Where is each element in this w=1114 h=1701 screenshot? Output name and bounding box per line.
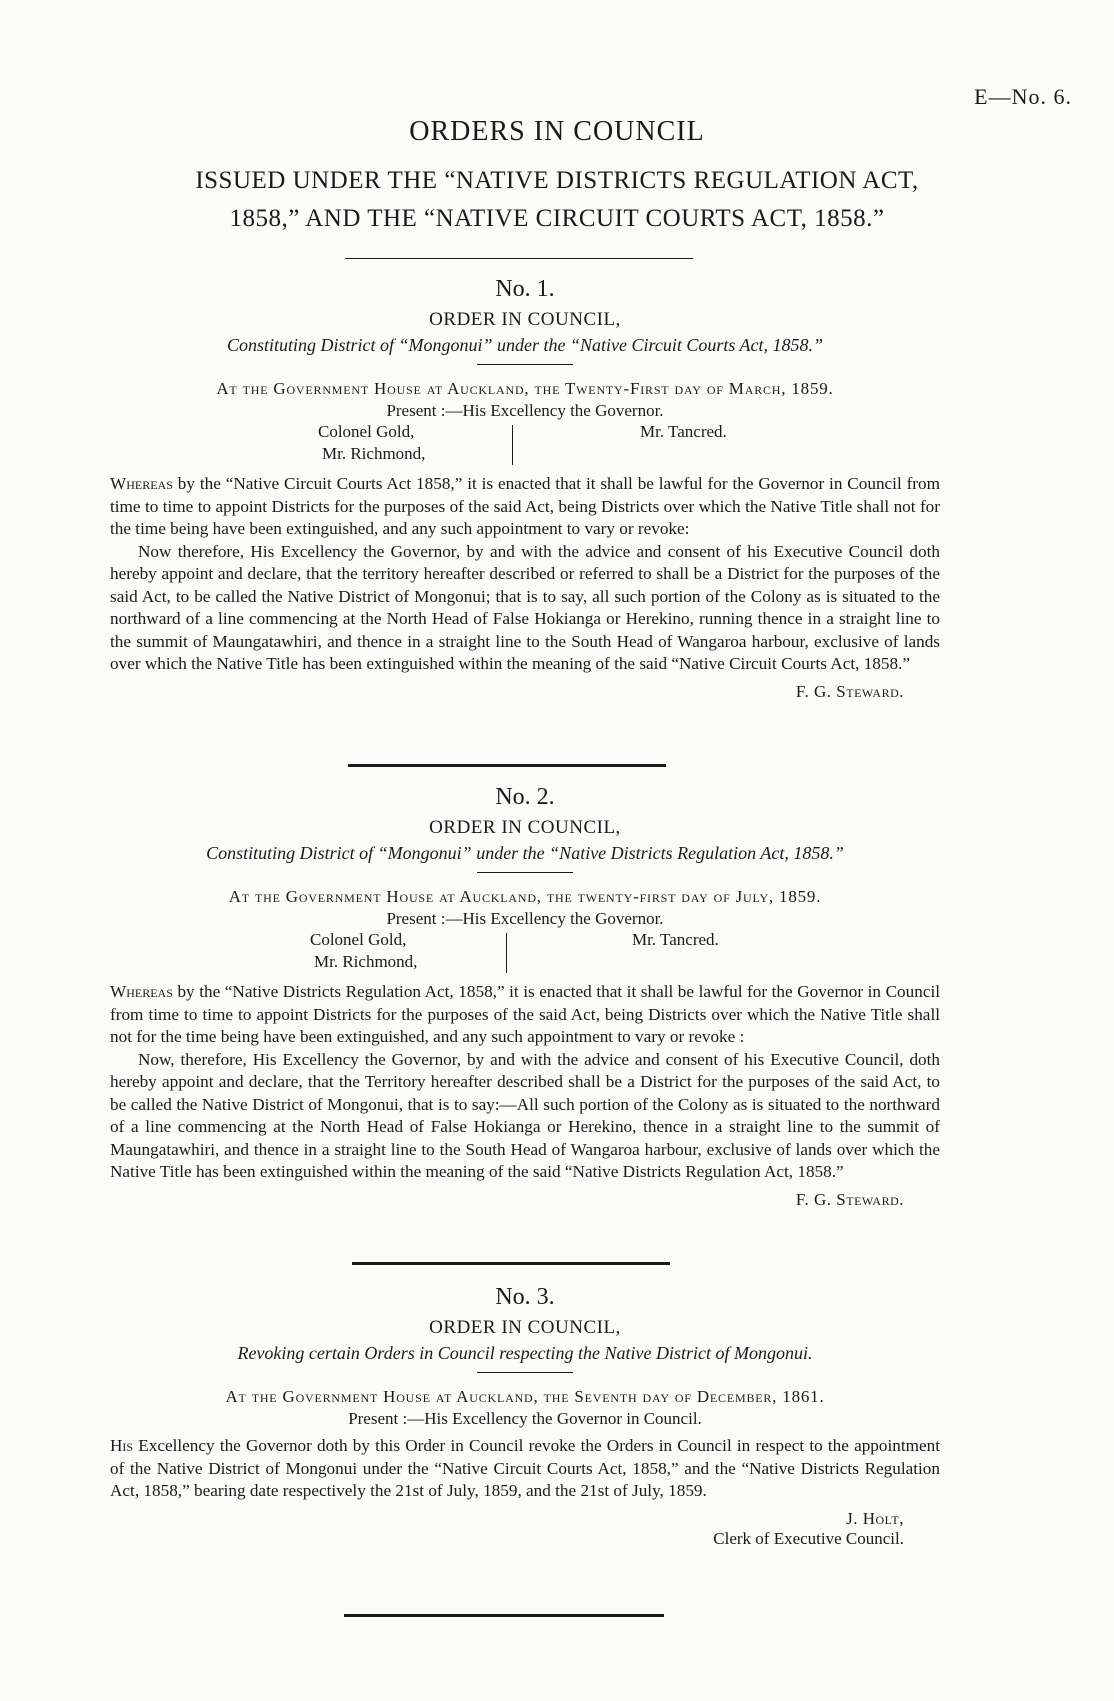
order-signature: F. G. Steward.	[795, 1189, 904, 1209]
order-1	[110, 276, 940, 702]
paragraph-text: by the “Native Districts Regulation Act, 1858,” it is enacted that it shall be lawful for the Governor in Council from time to time to appoint Districts for the purposes of the said Act, being Districts over which the Native Title shall not for the time being have been extinguished, and any such appointment to vary or revoke :	[110, 982, 940, 1046]
section-divider	[352, 1262, 670, 1265]
section-divider	[348, 764, 666, 767]
lead-word: Whereas	[110, 982, 173, 1001]
order-description: Revoking certain Orders in Council respecting the Native District of Mongonui.	[237, 1343, 813, 1363]
order-heading: ORDER IN COUNCIL,	[429, 817, 621, 838]
subtitle-line-1: ISSUED UNDER THE “NATIVE DISTRICTS REGULATION ACT,	[195, 167, 919, 194]
member-name: Mr. Richmond,	[314, 952, 418, 971]
order-signature: F. G. Steward.	[795, 681, 904, 701]
order-present: Present :—His Excellency the Governor in Council.	[348, 1409, 702, 1428]
members-left	[318, 421, 425, 465]
order-signature-title: Clerk of Executive Council.	[713, 1528, 904, 1548]
order-paragraph	[110, 473, 940, 541]
members-divider	[512, 425, 513, 465]
section-divider	[344, 1614, 664, 1617]
member-name: Colonel Gold,	[310, 930, 407, 949]
member-name: Mr. Tancred.	[632, 930, 719, 949]
lead-word: Whereas	[110, 474, 173, 493]
council-members	[110, 421, 940, 467]
order-heading: ORDER IN COUNCIL,	[429, 1317, 621, 1338]
member-name: Mr. Richmond,	[322, 444, 426, 463]
page-title: ORDERS IN COUNCIL	[409, 116, 705, 147]
order-heading: ORDER IN COUNCIL,	[429, 309, 621, 330]
member-name: Mr. Tancred.	[640, 422, 727, 441]
council-members	[110, 929, 940, 975]
order-present: Present :—His Excellency the Governor.	[386, 401, 664, 420]
members-divider	[506, 933, 507, 973]
order-paragraph	[110, 1435, 940, 1503]
subtitle-line-2: 1858,” AND THE “NATIVE CIRCUIT COURTS ACT, 1858.”	[229, 205, 885, 232]
order-place-date: At the Government House at Auckland, the Seventh day of December, 1861.	[225, 1387, 825, 1406]
document-reference: E—No. 6.	[974, 84, 1072, 109]
order-description: Constituting District of “Mongonui” under the “Native Districts Regulation Act, 1858.”	[206, 843, 844, 863]
members-left	[310, 929, 417, 973]
order-signature: J. Holt,	[846, 1508, 904, 1528]
paragraph-text: Excellency the Governor doth by this Order in Council revoke the Orders in Council in respect to the appointment of the Native District of Mongonui under the “Native Circuit Courts Act, 1858,” and the “Native Districts Regulation Act, 1858,” bearing date respectively the 21st of July, 1859, and the 21st of July, 1859.	[110, 1436, 940, 1500]
order-number: No. 2.	[495, 784, 555, 810]
member-name: Colonel Gold,	[318, 422, 415, 441]
order-divider	[477, 872, 573, 873]
order-place-date: At the Government House at Auckland, the Twenty-First day of March, 1859.	[216, 379, 834, 398]
order-divider	[477, 1372, 573, 1373]
order-2	[110, 784, 940, 1210]
paragraph-text: by the “Native Circuit Courts Act 1858,” it is enacted that it shall be lawful for the Governor in Council from time to time to appoint Districts for the purposes of the said Act, being Districts over which the Native Title shall not for the time being have been extinguished, and any such appointment to vary or revoke:	[110, 474, 940, 538]
order-paragraph: Now therefore, His Excellency the Governor, by and with the advice and consent of his Executive Council doth hereby appoint and declare, that the territory hereafter described or referred to shall be a District for the purposes of the said Act, to be called the Native District of Mongonui; that is to say, all such portion of the Colony as is situated to the northward of a line commencing at the North Head of False Hokianga or Herekino, running thence in a straight line to the summit of Maungatawhiri, and thence in a straight line to the South Head of Wangaroa harbour, exclusive of lands over which the Native Title has been extinguished within the meaning of the said “Native Circuit Courts Act, 1858.”	[110, 541, 940, 673]
title-divider	[345, 258, 693, 259]
order-place-date: At the Government House at Auckland, the twenty-first day of July, 1859.	[228, 887, 822, 906]
order-paragraph	[110, 981, 940, 1049]
page-subtitle	[0, 162, 1114, 238]
order-number: No. 1.	[495, 276, 555, 302]
order-paragraph: Now, therefore, His Excellency the Governor, by and with the advice and consent of his Executive Council, doth hereby appoint and declare, that the Territory hereafter described shall be a District for the purposes of the said Act, to be called the Native District of Mongonui, that is to say:—All such portion of the Colony as is situated to the northward of a line commencing at the North Head of False Hokianga or Herekino, thence in a straight line to the summit of Maungatawhiri, and thence in a straight line to the South Head of Wangaroa harbour, exclusive of lands over which the Native Title has been extinguished within the meaning of the said “Native Districts Regulation Act, 1858.”	[110, 1049, 940, 1181]
order-present: Present :—His Excellency the Governor.	[386, 909, 664, 928]
order-divider	[477, 364, 573, 365]
order-number: No. 3.	[495, 1284, 555, 1310]
order-description: Constituting District of “Mongonui” under the “Native Circuit Courts Act, 1858.”	[226, 335, 824, 355]
order-3	[110, 1284, 940, 1549]
lead-word: His	[110, 1436, 134, 1455]
